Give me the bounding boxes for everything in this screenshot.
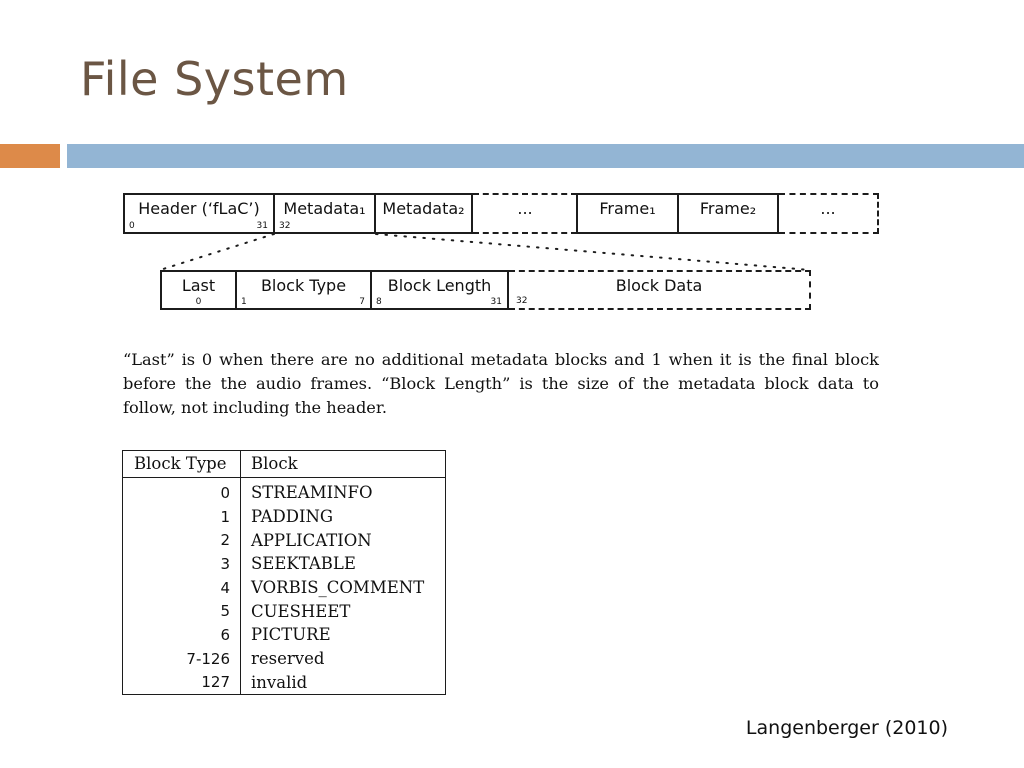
bit-tick: 32: [516, 296, 528, 306]
block-type-table: [122, 450, 446, 695]
block-name-value: CUESHEET: [251, 601, 351, 621]
stream-metadata2-cell: [376, 193, 473, 234]
ellipsis: ...: [820, 199, 836, 218]
stream-header-cell: [123, 193, 275, 234]
block-name-value: SEEKTABLE: [251, 554, 356, 574]
bit-tick: 8: [376, 297, 382, 307]
bit-tick: 31: [490, 297, 502, 307]
bit-tick: 31: [256, 221, 268, 231]
table-row: [123, 647, 446, 671]
block-name-value: VORBIS_COMMENT: [251, 578, 425, 598]
meta-blocklength-label: Block Length: [387, 276, 492, 295]
block-name-value: STREAMINFO: [251, 483, 373, 503]
ellipsis: ...: [517, 199, 533, 218]
block-type-value: 5: [123, 599, 241, 623]
column-header: Block Type: [123, 451, 241, 478]
stream-frame2-label: Frame₂: [699, 199, 757, 218]
table-row: [123, 599, 446, 623]
stream-header-label: Header (‘fLaC’): [138, 199, 260, 218]
slide-title: File System: [80, 52, 349, 106]
meta-last-label: Last: [181, 276, 216, 295]
meta-blocklength-cell: [372, 270, 509, 310]
stream-frame1-cell: [576, 193, 679, 234]
bit-tick: 32: [279, 221, 291, 231]
bit-tick: 7: [359, 297, 365, 307]
bit-tick: 0: [195, 297, 202, 307]
block-name-value: reserved: [251, 649, 325, 669]
block-type-value: 0: [123, 478, 241, 505]
column-header: Block: [241, 451, 446, 478]
table-header-row: [123, 451, 446, 478]
block-name-value: invalid: [251, 672, 308, 692]
bit-tick: 1: [241, 297, 247, 307]
block-name-value: PADDING: [251, 507, 334, 527]
stream-frames-more-cell: [779, 193, 879, 234]
table-row: [123, 528, 446, 552]
bit-tick: 0: [129, 221, 135, 231]
stream-metadata2-label: Metadata₂: [382, 199, 465, 218]
block-type-value: 7-126: [123, 647, 241, 671]
block-name-value: PICTURE: [251, 625, 331, 645]
table-row: [123, 671, 446, 695]
table-row: [123, 623, 446, 647]
block-type-value: 6: [123, 623, 241, 647]
block-type-value: 3: [123, 552, 241, 576]
block-type-value: 1: [123, 505, 241, 529]
table-row: [123, 478, 446, 505]
block-name-value: APPLICATION: [251, 530, 372, 550]
meta-blockdata-label: Block Data: [615, 276, 703, 295]
citation: Langenberger (2010): [745, 717, 948, 739]
stream-metadata-more-cell: [473, 193, 577, 234]
description-paragraph: “Last” is 0 when there are no additional metadata blocks and 1 when it is the final block before the the audio frames. “Block Length” is the size of the metadata block data to follow, not including the header.: [123, 350, 879, 417]
stream-frame2-cell: [679, 193, 779, 234]
table-row: [123, 505, 446, 529]
block-type-value: 127: [123, 671, 241, 695]
stream-metadata1-label: Metadata₁: [283, 199, 366, 218]
block-type-value: 4: [123, 576, 241, 600]
meta-last-cell: [160, 270, 237, 310]
meta-blocktype-cell: [237, 270, 372, 310]
table-row: [123, 576, 446, 600]
block-type-value: 2: [123, 528, 241, 552]
stream-frame1-label: Frame₁: [599, 199, 656, 218]
meta-blockdata-cell: [509, 270, 811, 310]
table-row: [123, 552, 446, 576]
meta-blocktype-label: Block Type: [260, 276, 347, 295]
stream-metadata1-cell: [275, 193, 376, 234]
